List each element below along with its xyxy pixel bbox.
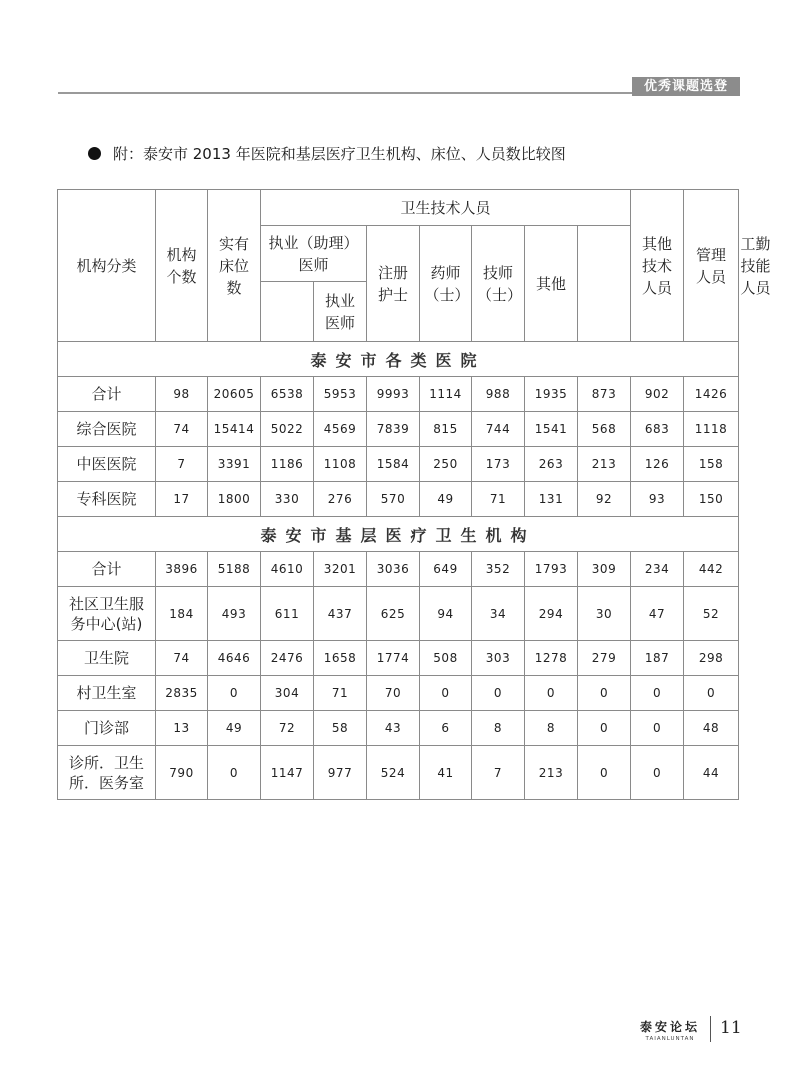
table-cell: 15414	[208, 412, 261, 447]
table-cell: 0	[420, 676, 472, 711]
table-cell: 873	[578, 377, 631, 412]
table-row	[58, 482, 739, 517]
table-cell: 0	[631, 746, 684, 800]
table-cell: 49	[420, 482, 472, 517]
header-pharmacist: 药师（士）	[420, 226, 472, 342]
table-cell: 0	[578, 711, 631, 746]
table-cell: 158	[684, 447, 739, 482]
footer-brand	[640, 1018, 700, 1042]
table-cell: 8	[472, 711, 525, 746]
table-cell: 44	[684, 746, 739, 800]
table-cell: 1793	[525, 552, 578, 587]
row-label: 中医医院	[58, 447, 156, 482]
table-body	[58, 342, 739, 800]
table-cell: 815	[420, 412, 472, 447]
footer-divider	[710, 1016, 711, 1042]
table-cell: 74	[156, 641, 208, 676]
table-cell: 71	[314, 676, 367, 711]
table-cell: 3391	[208, 447, 261, 482]
table-cell: 48	[684, 711, 739, 746]
table-cell: 6538	[261, 377, 314, 412]
table-cell: 790	[156, 746, 208, 800]
row-label: 门诊部	[58, 711, 156, 746]
table-cell: 8	[525, 711, 578, 746]
table-cell: 279	[578, 641, 631, 676]
table-cell: 5022	[261, 412, 314, 447]
table-cell: 3036	[367, 552, 420, 587]
table-cell: 2476	[261, 641, 314, 676]
table-cell: 126	[631, 447, 684, 482]
table-cell: 150	[684, 482, 739, 517]
table-cell: 442	[684, 552, 739, 587]
table-cell: 0	[684, 676, 739, 711]
table-header: 机构分类 机构个数 实有床位数 卫生技术人员 其他技术人员 管理人员 工勤技能人员 执业（助理）医师 注册护士 药师（士） 技师（士） 其他 执业医师	[58, 190, 739, 342]
table-cell: 5188	[208, 552, 261, 587]
table-cell: 1278	[525, 641, 578, 676]
table-cell: 3896	[156, 552, 208, 587]
table-cell: 20605	[208, 377, 261, 412]
header-blank	[261, 282, 314, 342]
table-cell: 294	[525, 587, 578, 641]
table-cell: 0	[208, 746, 261, 800]
section-title: 泰安市基层医疗卫生机构	[58, 517, 739, 552]
table-cell: 131	[525, 482, 578, 517]
row-label: 村卫生室	[58, 676, 156, 711]
table-cell: 0	[631, 676, 684, 711]
row-label: 专科医院	[58, 482, 156, 517]
table-cell: 524	[367, 746, 420, 800]
table-cell: 2835	[156, 676, 208, 711]
table-cell: 173	[472, 447, 525, 482]
table-cell: 988	[472, 377, 525, 412]
table-cell: 276	[314, 482, 367, 517]
table-cell: 330	[261, 482, 314, 517]
header-technician: 技师（士）	[472, 226, 525, 342]
section-tag: 优秀课题选登	[632, 77, 740, 96]
row-label: 合计	[58, 552, 156, 587]
table-caption	[88, 143, 566, 164]
table-cell: 47	[631, 587, 684, 641]
table-cell: 7	[156, 447, 208, 482]
table-cell: 298	[684, 641, 739, 676]
table-cell: 1186	[261, 447, 314, 482]
header-other: 其他	[525, 226, 578, 342]
table-cell: 213	[578, 447, 631, 482]
table-cell: 234	[631, 552, 684, 587]
table-cell: 508	[420, 641, 472, 676]
table-cell: 250	[420, 447, 472, 482]
header-practicing-assistant: 执业（助理）医师	[261, 226, 367, 282]
header-count: 机构个数	[156, 190, 208, 342]
table-cell: 4646	[208, 641, 261, 676]
header-nurse: 注册护士	[367, 226, 420, 342]
table-row	[58, 641, 739, 676]
table-cell: 34	[472, 587, 525, 641]
table-cell: 1584	[367, 447, 420, 482]
table-row	[58, 377, 739, 412]
table-cell: 71	[472, 482, 525, 517]
table-cell: 9993	[367, 377, 420, 412]
table-row	[58, 676, 739, 711]
table-cell: 6	[420, 711, 472, 746]
header-rule	[58, 92, 730, 94]
table-cell: 58	[314, 711, 367, 746]
table-cell: 649	[420, 552, 472, 587]
brand-name: 泰安论坛	[640, 1020, 701, 1034]
table-cell: 570	[367, 482, 420, 517]
table-cell: 625	[367, 587, 420, 641]
row-label: 卫生院	[58, 641, 156, 676]
table-cell: 902	[631, 377, 684, 412]
table-cell: 17	[156, 482, 208, 517]
table-cell: 4569	[314, 412, 367, 447]
table-cell: 0	[472, 676, 525, 711]
table-cell: 1114	[420, 377, 472, 412]
table-cell: 437	[314, 587, 367, 641]
table-cell: 304	[261, 676, 314, 711]
table-cell: 93	[631, 482, 684, 517]
table-row	[58, 711, 739, 746]
table-cell: 263	[525, 447, 578, 482]
statistics-table	[57, 189, 771, 800]
table-cell: 92	[578, 482, 631, 517]
table-row	[58, 587, 739, 641]
table-cell: 309	[578, 552, 631, 587]
row-label: 合计	[58, 377, 156, 412]
table-cell: 74	[156, 412, 208, 447]
table-cell: 70	[367, 676, 420, 711]
table-cell: 1658	[314, 641, 367, 676]
bullet-icon	[88, 147, 101, 160]
table-cell: 1147	[261, 746, 314, 800]
table-cell: 0	[631, 711, 684, 746]
table-row	[58, 552, 739, 587]
table-cell: 187	[631, 641, 684, 676]
table-cell: 744	[472, 412, 525, 447]
table-cell: 611	[261, 587, 314, 641]
table-cell: 493	[208, 587, 261, 641]
section-row	[58, 342, 739, 377]
table-cell: 0	[525, 676, 578, 711]
header-beds: 实有床位数	[208, 190, 261, 342]
table-cell: 683	[631, 412, 684, 447]
table-cell: 1541	[525, 412, 578, 447]
section-row	[58, 517, 739, 552]
table-cell: 1108	[314, 447, 367, 482]
table-cell: 98	[156, 377, 208, 412]
table-cell: 1426	[684, 377, 739, 412]
caption-text: 附：泰安市 2013 年医院和基层医疗卫生机构、床位、人员数比较图	[113, 145, 566, 163]
table-row	[58, 447, 739, 482]
table-cell: 977	[314, 746, 367, 800]
table-cell: 568	[578, 412, 631, 447]
page-number: 11	[720, 1018, 742, 1038]
header-management: 管理人员	[684, 190, 739, 342]
table-cell: 3201	[314, 552, 367, 587]
table-cell: 30	[578, 587, 631, 641]
table-cell: 13	[156, 711, 208, 746]
header-category: 机构分类	[58, 190, 156, 342]
table-cell: 303	[472, 641, 525, 676]
table-cell: 0	[208, 676, 261, 711]
table-cell: 7	[472, 746, 525, 800]
table-cell: 43	[367, 711, 420, 746]
table-cell: 41	[420, 746, 472, 800]
table-row	[58, 746, 739, 800]
table-cell: 94	[420, 587, 472, 641]
table-cell: 72	[261, 711, 314, 746]
table-cell: 52	[684, 587, 739, 641]
table-cell: 184	[156, 587, 208, 641]
table-cell: 1118	[684, 412, 739, 447]
table-cell: 7839	[367, 412, 420, 447]
header-tech-staff: 卫生技术人员	[261, 190, 631, 226]
table-cell: 5953	[314, 377, 367, 412]
header-practicing: 执业医师	[314, 282, 367, 342]
table-cell: 1935	[525, 377, 578, 412]
table-cell: 213	[525, 746, 578, 800]
table-cell: 1800	[208, 482, 261, 517]
table-cell: 4610	[261, 552, 314, 587]
table-cell: 1774	[367, 641, 420, 676]
table-cell: 0	[578, 676, 631, 711]
row-label: 诊所．卫生所．医务室	[58, 746, 156, 800]
row-label: 社区卫生服务中心(站)	[58, 587, 156, 641]
table-row	[58, 412, 739, 447]
section-title: 泰安市各类医院	[58, 342, 739, 377]
table-cell: 0	[578, 746, 631, 800]
header-other-tech: 其他技术人员	[631, 190, 684, 342]
table-cell: 49	[208, 711, 261, 746]
row-label: 综合医院	[58, 412, 156, 447]
brand-name-latin: TAIANLUNTAN	[645, 1036, 695, 1042]
table-cell: 352	[472, 552, 525, 587]
